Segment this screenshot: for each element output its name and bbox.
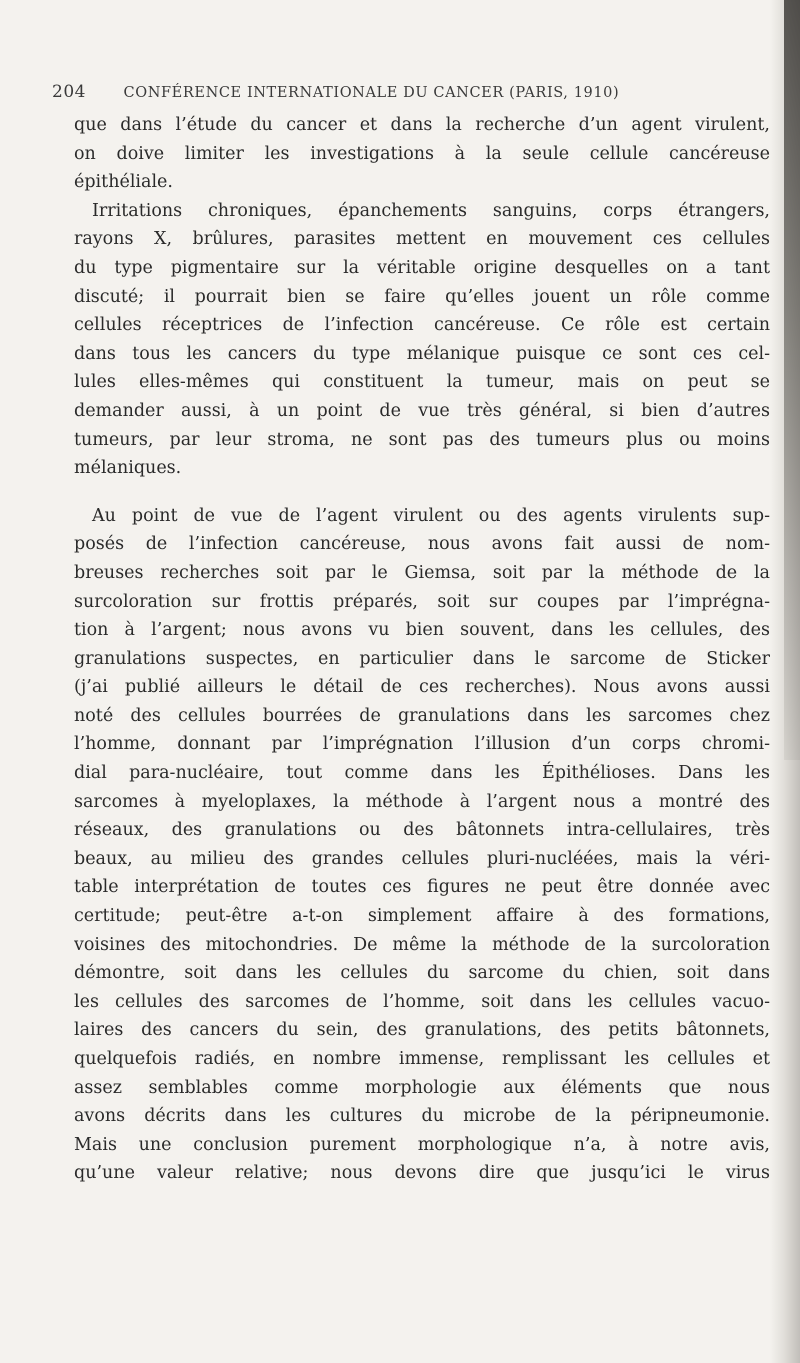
text-line: voisines des mitochondries. De même la méthode de la surcoloration [74, 934, 770, 955]
text-line: certitude; peut-être a-t-on simplement affaire à des formations, [74, 906, 770, 927]
text-line: quelquefois radiés, en nombre immense, remplissant les cellules et [74, 1049, 770, 1069]
text-line: lules elles-mêmes qui constituent la tumeur, mais on peut se [74, 372, 770, 393]
text-line: rayons X, brûlures, parasites mettent en mouvement ces cellules [74, 229, 770, 250]
text-line: discuté; il pourrait bien se faire qu’elles jouent un rôle comme [74, 286, 770, 307]
text-line: (j’ai publié ailleurs le détail de ces recherches). Nous avons aussi [74, 677, 770, 698]
text-line: laires des cancers du sein, des granulations, des petits bâtonnets, [74, 1020, 770, 1041]
text-line: sarcomes à myeloplaxes, la méthode à l’argent nous a montré des [74, 791, 770, 812]
text-line: table interprétation de toutes ces figures ne peut être donnée avec [74, 877, 770, 898]
text-line: épithéliale. [74, 172, 173, 193]
text-line: cellules réceptrices de l’infection cancéreuse. Ce rôle est certain [74, 315, 770, 336]
text-line: breuses recherches soit par le Giemsa, soit par la méthode de la [74, 562, 770, 583]
text-line: posés de l’infection cancéreuse, nous avons fait aussi de nom- [74, 534, 770, 555]
text-line: dans tous les cancers du type mélanique puisque ce sont ces cel- [74, 343, 770, 364]
text-line: mélaniques. [74, 458, 182, 479]
text-line: assez semblables comme morphologie aux éléments que nous [74, 1077, 770, 1098]
paragraph-gap [74, 483, 770, 502]
text-line: demander aussi, à un point de vue très général, si bien d’autres [74, 400, 770, 421]
body-text [74, 111, 770, 1188]
binding-edge [784, 0, 800, 760]
text-line: tion à l’argent; nous avons vu bien souvent, dans les cellules, des [74, 620, 770, 641]
text-line: tumeurs, par leur stroma, ne sont pas des tumeurs plus ou moins [74, 429, 770, 450]
text-line: l’homme, donnant par l’imprégnation l’illusion d’un corps chromi- [74, 734, 770, 755]
text-line: noté des cellules bourrées de granulations dans les sarcomes chez [74, 705, 770, 726]
text-line: réseaux, des granulations ou des bâtonnets intra-cellulaires, très [74, 820, 770, 841]
page-number: 204 [52, 82, 86, 102]
text-line: dial para-nucléaire, tout comme dans les Épithélioses. Dans les [74, 763, 770, 784]
paragraph-2 [74, 197, 770, 483]
text-line: beaux, au milieu des grandes cellules pluri-nucléées, mais la véri- [74, 848, 770, 869]
text-line: démontre, soit dans les cellules du sarcome du chien, soit dans [74, 963, 770, 984]
running-head-title: CONFÉRENCE INTERNATIONALE DU CANCER (PARIS, 1910) [123, 85, 620, 101]
text-line: surcoloration sur frottis préparés, soit sur coupes par l’imprégna- [74, 591, 770, 612]
text-line: on doive limiter les investigations à la seule cellule cancéreuse [74, 143, 770, 164]
text-line: que dans l’étude du cancer et dans la recherche d’un agent virulent, [74, 115, 770, 135]
text-line: avons décrits dans les cultures du microbe de la péripneumonie. [74, 1106, 770, 1127]
text-line: les cellules des sarcomes de l’homme, soit dans les cellules vacuo- [74, 991, 770, 1012]
text-line: Irritations chroniques, épanchements sanguins, corps étrangers, [92, 200, 770, 221]
text-line: Au point de vue de l’agent virulent ou des agents virulents sup- [92, 505, 770, 526]
text-line: du type pigmentaire sur la véritable origine desquelles on a tant [74, 257, 770, 278]
paragraph-1 [74, 111, 770, 197]
paragraph-3 [74, 502, 770, 1188]
text-line: granulations suspectes, en particulier dans le sarcome de Sticker [74, 648, 770, 669]
text-line: qu’une valeur relative; nous devons dire que jusqu’ici le virus [74, 1163, 770, 1184]
running-head [52, 82, 752, 108]
text-line: Mais une conclusion purement morphologique n’a, à notre avis, [74, 1134, 770, 1155]
